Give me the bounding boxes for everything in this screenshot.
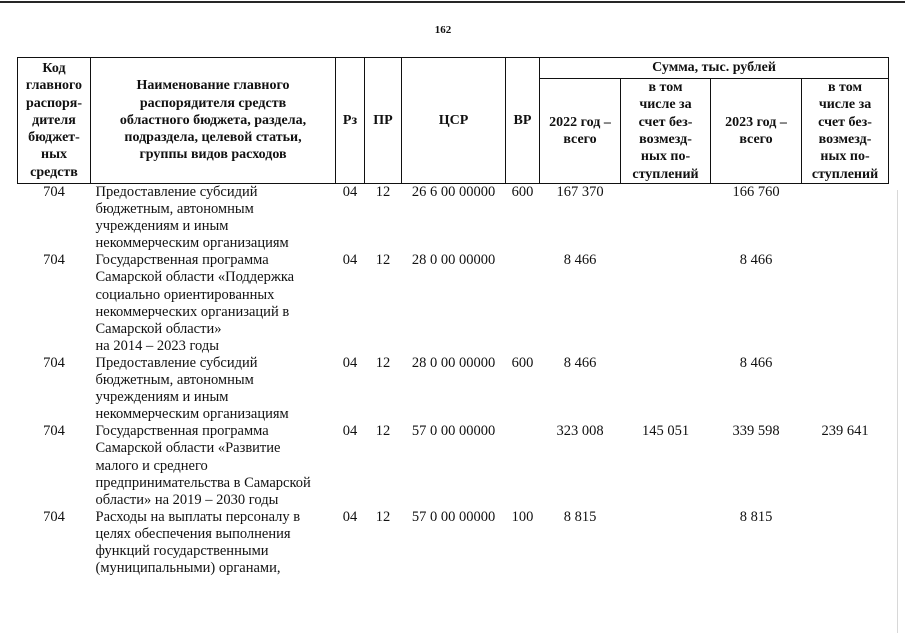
cell-vr: 100: [511, 508, 534, 525]
name-line: Государственная программа: [95, 252, 269, 269]
header-gratuitous-2023-line: числе за: [818, 97, 872, 113]
header-total-2023-line: всего: [739, 132, 773, 147]
name-line: учреждениям и иным: [95, 218, 229, 235]
header-code-line: бюджет-: [28, 130, 80, 146]
header-gratuitous-2022-line: счет без-: [638, 114, 693, 130]
header-gratuitous-2022-line: ных по-: [640, 149, 691, 165]
cell-rz: 04: [342, 423, 358, 440]
name-line: бюджетным, автономным: [95, 372, 254, 389]
scan-right-edge-line: [897, 190, 898, 633]
header-total-2022: [540, 79, 621, 184]
name-line: предпринимательства в Самарской: [95, 474, 311, 491]
header-total-2022-line: 2022 год –: [549, 114, 611, 130]
header-rz: Рз: [336, 58, 365, 184]
cell-total-2023: 8 466: [739, 354, 773, 371]
cell-gratuitous-2023: [802, 509, 889, 577]
header-row-top: [18, 58, 889, 79]
name-line: Самарской области «Поддержка: [95, 269, 295, 286]
header-code-line: средств: [30, 164, 78, 180]
cell-name: [91, 423, 336, 508]
cell-gratuitous-2023: [802, 184, 889, 253]
cell-total-2022: 323 008: [556, 423, 604, 440]
cell-code: 704: [43, 423, 65, 440]
cell-rz: 04: [342, 184, 358, 200]
cell-gratuitous-2022: [621, 184, 711, 253]
cell-total-2022: 8 466: [563, 252, 597, 269]
cell-rz: 04: [342, 252, 358, 269]
cell-code: 704: [43, 354, 65, 371]
header-code-line: Код: [42, 60, 66, 76]
cell-total-2022: 8 466: [563, 354, 597, 371]
header-name-line: подраздела, целевой статьи,: [124, 130, 302, 146]
header-total-2023: [711, 79, 802, 184]
cell-pr: 12: [375, 252, 391, 269]
name-line: Самарской области «Развитие: [95, 440, 281, 457]
header-code-line: дителя: [32, 112, 76, 128]
cell-vr: 600: [511, 354, 534, 371]
name-line: малого и среднего: [95, 457, 208, 474]
name-line: (муниципальными) органами,: [95, 560, 281, 577]
header-gratuitous-2023-line: ступлений: [811, 166, 879, 182]
header-code-line: распоря-: [25, 95, 83, 111]
cell-gratuitous-2022: [621, 509, 711, 577]
cell-gratuitous-2022: 145 051: [641, 423, 690, 440]
table-row: [18, 423, 889, 508]
header-code: [18, 58, 91, 184]
cell-pr: 12: [375, 184, 391, 200]
cell-total-2022: 167 370: [556, 184, 604, 200]
header-gratuitous-2023-line: счет без-: [818, 114, 872, 130]
budget-table: [17, 57, 889, 577]
cell-csr: 57 0 00 00000: [411, 508, 496, 525]
header-gratuitous-2023-line: возмезд-: [818, 132, 872, 147]
cell-rz: 04: [342, 354, 358, 371]
cell-code: 704: [43, 508, 65, 525]
header-name: [91, 58, 336, 184]
header-gratuitous-2022: [621, 79, 711, 184]
page-number: 162: [434, 24, 452, 36]
cell-csr: 28 0 00 00000: [411, 354, 496, 371]
header-gratuitous-2022-line: ступлений: [632, 166, 699, 182]
name-line: некоммерческим организациям: [95, 406, 289, 423]
header-gratuitous-2022-line: возмезд-: [639, 132, 692, 147]
cell-total-2022: 8 815: [563, 508, 597, 525]
name-line: Расходы на выплаты персоналу в: [95, 508, 301, 525]
cell-vr: 600: [511, 184, 534, 200]
header-total-2023-line: 2023 год –: [725, 114, 787, 130]
header-name-line: областного бюджета, раздела,: [119, 112, 307, 128]
scan-top-edge-line: [0, 1, 905, 3]
header-csr: ЦСР: [402, 58, 506, 184]
name-line: Государственная программа: [95, 423, 269, 440]
name-line: функций государственными: [95, 542, 269, 559]
header-gratuitous-2023-line: в том: [828, 80, 863, 96]
table-row: [18, 184, 889, 253]
cell-pr: 12: [375, 423, 391, 440]
cell-name: [91, 509, 336, 577]
cell-name: [91, 184, 336, 253]
cell-code: 704: [43, 252, 65, 269]
header-gratuitous-2023-line: ных по-: [820, 149, 870, 165]
header-code-line: главного: [25, 78, 83, 94]
cell-gratuitous-2023: [802, 252, 889, 355]
cell-gratuitous-2023: 239 641: [821, 423, 869, 440]
cell-csr: 28 0 00 00000: [411, 252, 496, 269]
cell-total-2023: 339 598: [732, 423, 780, 440]
name-line: на 2014 – 2023 годы: [95, 337, 219, 354]
header-name-line: Наименование главного: [136, 78, 290, 94]
cell-name: [91, 355, 336, 423]
header-sum-group: Сумма, тыс. рублей: [540, 58, 889, 79]
name-line: некоммерческим организациям: [95, 235, 289, 252]
name-line: Самарской области»: [95, 320, 222, 337]
table-row: [18, 509, 889, 577]
cell-pr: 12: [375, 354, 391, 371]
name-line: Предоставление субсидий: [95, 354, 258, 371]
header-total-2022-line: всего: [563, 132, 597, 147]
name-line: Предоставление субсидий: [95, 184, 258, 200]
header-name-line: распорядителя средств: [139, 95, 287, 111]
cell-pr: 12: [375, 508, 391, 525]
name-line: области» на 2019 – 2030 годы: [95, 491, 279, 508]
cell-gratuitous-2022: [621, 355, 711, 423]
cell-csr: 26 6 00 00000: [411, 184, 496, 200]
cell-csr: 57 0 00 00000: [411, 423, 496, 440]
cell-total-2023: 8 815: [739, 508, 773, 525]
cell-gratuitous-2023: [802, 355, 889, 423]
cell-rz: 04: [342, 508, 358, 525]
table-row: [18, 355, 889, 423]
name-line: социально ориентированных: [95, 286, 275, 303]
cell-total-2023: 166 760: [732, 184, 780, 200]
name-line: учреждениям и иным: [95, 389, 229, 406]
header-pr: ПР: [365, 58, 402, 184]
cell-vr: [506, 423, 540, 508]
header-vr: ВР: [506, 58, 540, 184]
cell-vr: [506, 252, 540, 355]
name-line: некоммерческих организаций в: [95, 303, 290, 320]
name-line: бюджетным, автономным: [95, 201, 254, 218]
table-row: [18, 252, 889, 355]
header-code-line: ных: [41, 147, 67, 163]
cell-code: 704: [43, 184, 65, 200]
header-gratuitous-2022-line: числе за: [639, 97, 692, 113]
header-name-line: группы видов расходов: [139, 147, 287, 163]
header-gratuitous-2022-line: в том: [648, 80, 683, 96]
name-line: целях обеспечения выполнения: [95, 525, 291, 542]
cell-gratuitous-2022: [621, 252, 711, 355]
header-gratuitous-2023: [802, 79, 889, 184]
cell-total-2023: 8 466: [739, 252, 773, 269]
cell-name: [91, 252, 336, 355]
